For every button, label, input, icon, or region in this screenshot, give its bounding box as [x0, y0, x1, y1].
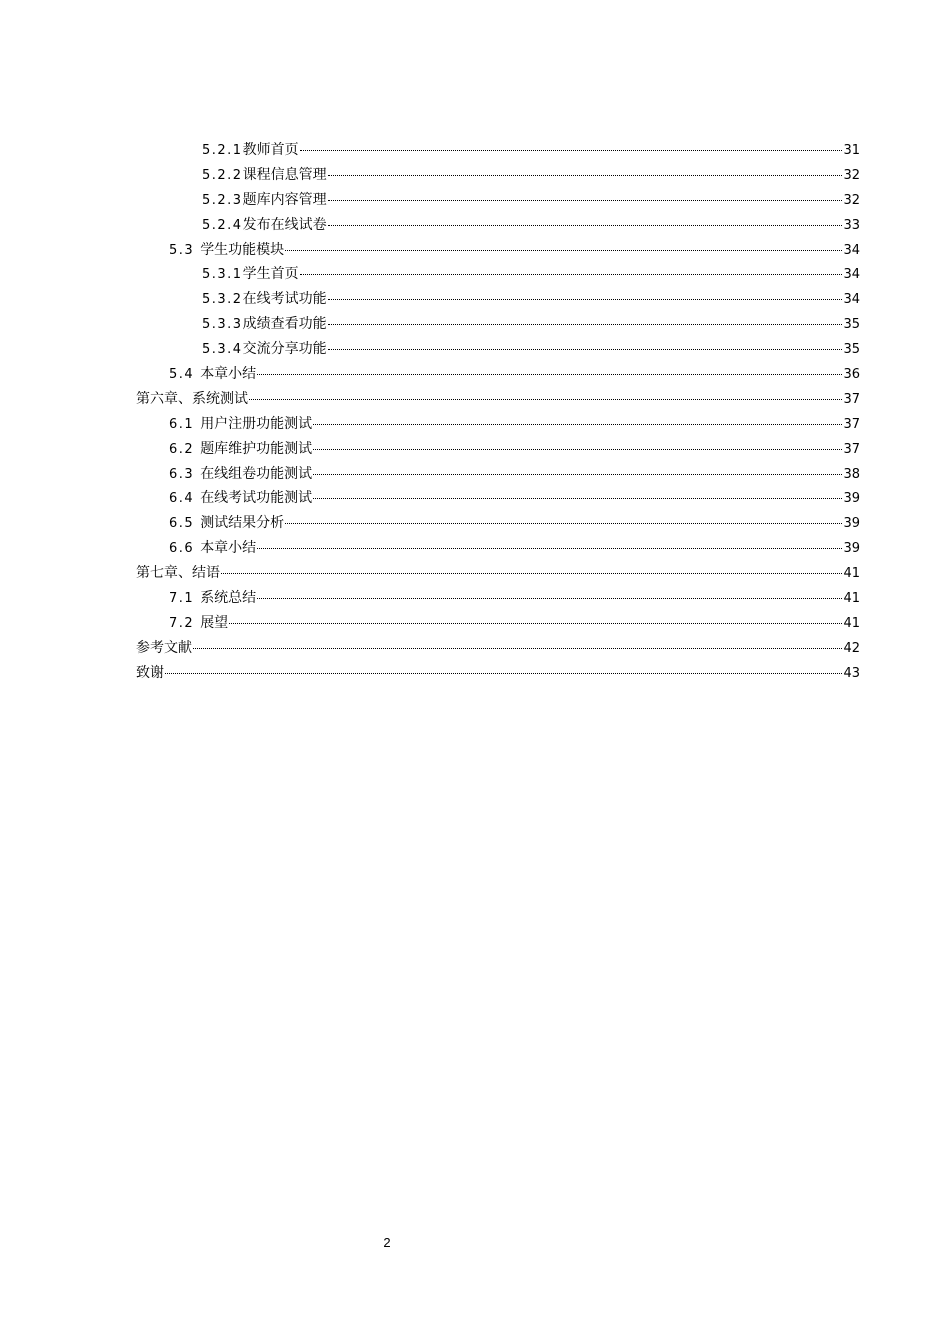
toc-entry-number: 5.3	[169, 242, 195, 258]
toc-entry-number: 5.3.4	[202, 342, 243, 358]
toc-entry[interactable]	[136, 213, 860, 238]
toc-entry-title: 题库内容管理	[242, 191, 327, 208]
toc-entry-title: 题库维护功能测试	[200, 440, 313, 457]
toc-entry-number: 6.3	[169, 466, 195, 482]
toc-entry-title: 教师首页	[242, 142, 299, 158]
dot-leader	[257, 598, 842, 599]
toc-entry-title: 课程信息管理	[242, 166, 327, 183]
dot-leader	[229, 623, 842, 624]
toc-entry-title: 在线考试功能	[242, 291, 327, 308]
page-number: 2	[383, 1235, 391, 1250]
toc-entry-title: 学生首页	[242, 266, 299, 283]
dot-leader	[328, 225, 843, 226]
toc-entry-page: 41	[843, 591, 860, 607]
toc-entry-number: 6.5	[169, 516, 195, 532]
dot-leader	[313, 498, 842, 499]
toc-entry[interactable]	[136, 636, 860, 661]
dot-leader	[285, 250, 842, 251]
toc-entry-title: 用户注册功能测试	[200, 415, 313, 432]
toc-entry-number: 5.3.3	[202, 317, 243, 333]
toc-entry[interactable]	[136, 387, 860, 412]
dot-leader	[257, 548, 842, 549]
toc-entry-title: 在线组卷功能测试	[200, 465, 313, 482]
dot-leader	[193, 648, 842, 649]
toc-entry[interactable]	[136, 462, 860, 487]
toc-entry-page: 37	[843, 416, 860, 432]
toc-entry-number: 5.4	[169, 367, 195, 383]
toc-entry-title: 学生功能模块	[200, 241, 285, 258]
dot-leader	[328, 349, 843, 350]
toc-entry-title: 展望	[200, 614, 229, 631]
toc-entry-page: 34	[843, 267, 860, 283]
toc-entry-title: 第七章、结语	[136, 565, 220, 582]
toc-entry-page: 37	[843, 391, 860, 407]
dot-leader	[257, 374, 842, 375]
toc-entry-title: 在线考试功能测试	[200, 490, 313, 507]
dot-leader	[313, 449, 842, 450]
table-of-contents	[136, 138, 860, 686]
dot-leader	[300, 150, 843, 151]
toc-entry[interactable]	[136, 337, 860, 362]
toc-entry-page: 42	[843, 640, 860, 656]
toc-entry-page: 32	[843, 167, 860, 183]
toc-entry[interactable]	[136, 287, 860, 312]
toc-entry[interactable]	[136, 412, 860, 437]
toc-entry[interactable]	[136, 536, 860, 561]
toc-entry-page: 36	[843, 367, 860, 383]
toc-entry-page: 31	[843, 143, 860, 158]
toc-entry-title: 测试结果分析	[200, 515, 285, 532]
dot-leader	[328, 200, 843, 201]
toc-entry-page: 43	[843, 665, 860, 681]
toc-entry-title: 交流分享功能	[242, 341, 327, 358]
toc-entry-title: 系统总结	[200, 590, 257, 607]
toc-entry-number: 5.3.2	[202, 292, 243, 308]
toc-entry-title: 本章小结	[200, 540, 257, 557]
dot-leader	[285, 523, 842, 524]
toc-entry-title: 发布在线试卷	[242, 216, 327, 233]
toc-entry-number: 6.6	[169, 541, 195, 557]
toc-entry-page: 39	[843, 491, 860, 507]
dot-leader	[313, 474, 842, 475]
toc-entry-number: 5.2.3	[202, 192, 243, 208]
toc-entry-page: 34	[843, 242, 860, 258]
toc-entry-number: 5.3.1	[202, 267, 243, 283]
dot-leader	[165, 673, 842, 674]
toc-entry-number: 6.1	[169, 416, 195, 432]
toc-entry[interactable]	[136, 238, 860, 263]
toc-entry[interactable]	[136, 586, 860, 611]
toc-entry-title: 第六章、系统测试	[136, 390, 248, 407]
toc-entry[interactable]	[136, 312, 860, 337]
toc-entry-number: 6.2	[169, 441, 195, 457]
toc-entry[interactable]	[136, 611, 860, 636]
toc-entry[interactable]	[136, 362, 860, 387]
toc-entry-number: 6.4	[169, 491, 195, 507]
dot-leader	[328, 324, 843, 325]
toc-entry-page: 39	[843, 541, 860, 557]
toc-entry-page: 41	[843, 566, 860, 582]
dot-leader	[328, 175, 843, 176]
toc-entry-page: 37	[843, 441, 860, 457]
toc-entry[interactable]	[136, 437, 860, 462]
toc-entry-number: 5.2.4	[202, 217, 243, 233]
toc-entry-title: 参考文献	[136, 639, 192, 656]
toc-entry-page: 32	[843, 192, 860, 208]
toc-entry[interactable]	[136, 486, 860, 511]
toc-entry[interactable]	[136, 138, 860, 163]
dot-leader	[328, 299, 843, 300]
toc-entry[interactable]	[136, 188, 860, 213]
toc-entry-number: 7.2	[169, 615, 195, 631]
dot-leader	[221, 573, 842, 574]
toc-entry-page: 39	[843, 516, 860, 532]
toc-entry[interactable]	[136, 561, 860, 586]
toc-entry[interactable]	[136, 511, 860, 536]
toc-entry-page: 33	[843, 217, 860, 233]
toc-entry-title: 成绩查看功能	[242, 316, 327, 333]
toc-entry-page: 38	[843, 466, 860, 482]
toc-entry-number: 7.1	[169, 591, 195, 607]
toc-entry-number: 5.2.2	[202, 167, 243, 183]
toc-entry[interactable]	[136, 262, 860, 287]
dot-leader	[313, 424, 842, 425]
toc-entry[interactable]	[136, 163, 860, 188]
toc-entry-page: 35	[843, 317, 860, 333]
toc-entry-page: 34	[843, 292, 860, 308]
toc-entry-page: 35	[843, 342, 860, 358]
toc-entry-title: 本章小结	[200, 366, 257, 383]
toc-entry-title: 致谢	[136, 664, 164, 681]
toc-entry[interactable]	[136, 661, 860, 686]
dot-leader	[249, 399, 842, 400]
toc-entry-number: 5.2.1	[202, 143, 243, 158]
toc-entry-page: 41	[843, 615, 860, 631]
dot-leader	[300, 274, 843, 275]
